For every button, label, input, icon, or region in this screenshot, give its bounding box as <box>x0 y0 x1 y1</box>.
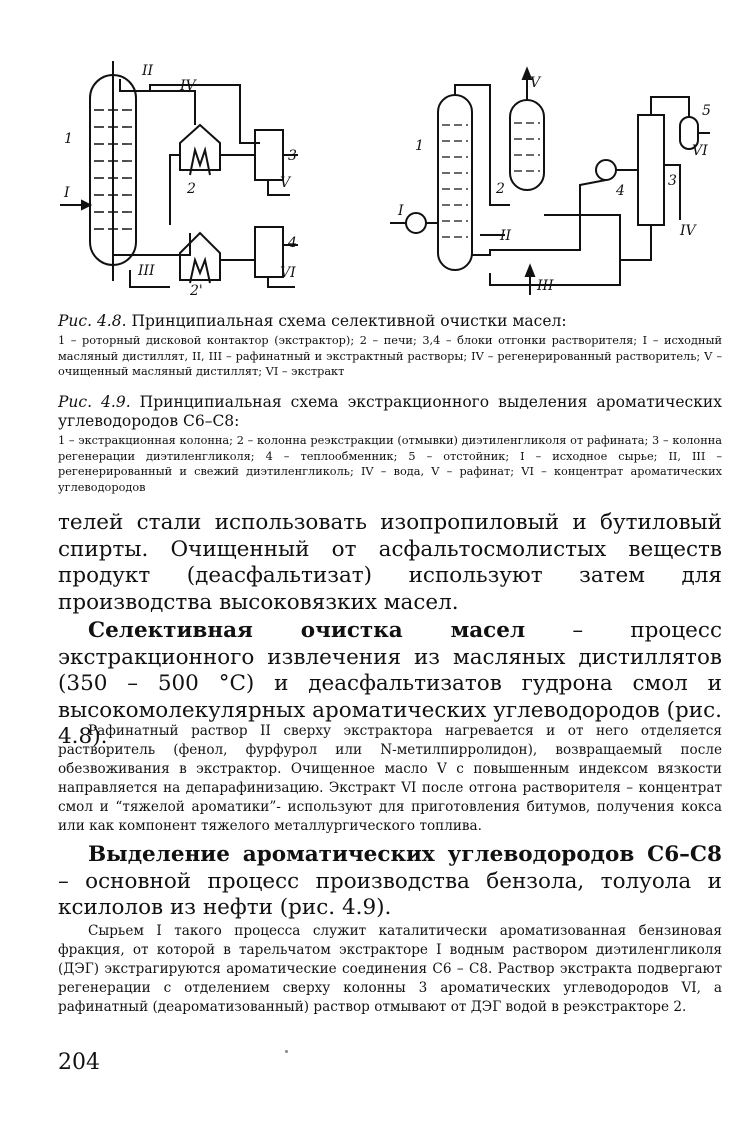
term-aromatic-extraction: Выделение ароматических углеводородов С6–С8 <box>88 842 722 867</box>
fig48-label: III <box>138 263 155 279</box>
paragraph-4 <box>58 842 722 922</box>
fig48-label: V <box>280 175 291 191</box>
fig49-label: III <box>537 278 554 294</box>
figure-4-8-diagram <box>50 55 350 299</box>
scan-speck <box>285 1050 288 1053</box>
paragraph-2-text: – процесс экстракционного извлечения из масляных дистиллятов (350 – 500 °С) и деасфальтизатов гудрона смол и высокомолекулярных ароматических углеводородов (рис. 4.8). <box>58 618 722 749</box>
extraction-column-1 <box>438 95 472 270</box>
fig48-label: 4 <box>288 235 297 251</box>
paragraph-1: телей стали использовать изопропиловый и бутиловый спирты. Очищенный от асфальтосмолистых веществ продукт (деасфальтизат) используют затем для производства высоковязких масел. <box>58 510 722 615</box>
fig49-label: II <box>500 228 512 244</box>
fig48-label: 2' <box>190 283 203 299</box>
fig49-label: 3 <box>668 173 677 189</box>
caption-4-8-title <box>58 312 722 331</box>
caption-label: Рис. 4.9. <box>58 393 131 411</box>
caption-label: Рис. 4.8. <box>58 312 127 330</box>
caption-4-9 <box>58 393 722 495</box>
caption-4-8-legend: 1 – роторный дисковой контактор (экстрактор); 2 – печи; 3,4 – блоки отгонки растворителя; I – исходный масляный дистиллят, II, III – рафинатный и экстрактный растворы; IV – регенерированный растворитель; V – очищенный масляный дистиллят; VI – экстракт <box>58 334 722 378</box>
fig49-label: 2 <box>496 181 505 197</box>
page-number: 204 <box>58 1050 100 1075</box>
fig49-label: VI <box>692 143 708 159</box>
paragraph-4-text: – основной процесс производства бензола, толуола и ксилолов из нефти (рис. 4.9). <box>58 868 722 920</box>
figure-4-9-diagram <box>380 55 710 295</box>
reextraction-column-2 <box>510 100 544 190</box>
fig49-label: 4 <box>616 183 625 199</box>
regeneration-column-3 <box>638 115 664 225</box>
heat-exchanger-4 <box>596 160 616 180</box>
caption-4-9-title <box>58 393 722 431</box>
fig48-label: 2 <box>187 181 196 197</box>
fig49-label: 1 <box>415 138 424 154</box>
fig48-label: II <box>142 63 154 79</box>
fig49-label: IV <box>680 223 696 239</box>
caption-text: Принципиальная схема экстракционного выделения ароматических углеводородов С6–С8: <box>58 393 722 430</box>
feed-pump <box>406 213 426 233</box>
fig48-label: 3 <box>288 148 297 164</box>
stripping-block-4 <box>255 227 283 277</box>
fig48-label: I <box>64 185 70 201</box>
fig49-label: V <box>530 75 541 91</box>
paragraph-3: Рафинатный раствор II сверху экстрактора нагревается и от него отделяется растворитель (фенол, фурфурол или N-метилпирролидон), возвращаемый после обезвоживания в экстрактор. Очищенное масло V с повышенным индексом вязкости направляется на депарафинизацию. Экстракт VI после отгона растворителя – концентрат смол и “тяжелой ароматики”- используют для приготовления битумов, получения кокса или как компонент тяжелого металлургического топлива. <box>58 723 722 834</box>
fig48-label: VI <box>280 265 296 281</box>
fig48-label: IV <box>180 78 196 94</box>
caption-4-8 <box>58 312 722 380</box>
fig49-label: 5 <box>702 103 711 119</box>
caption-text: Принципиальная схема селективной очистки масел: <box>126 312 567 330</box>
fig48-label: 1 <box>64 131 73 147</box>
paragraph-5: Сырьем I такого процесса служит каталитически ароматизованная бензиновая фракция, от которой в тарельчатом экстракторе I водным раствором диэтиленгликоля (ДЭГ) экстрагируются ароматические соединения С6 – С8. Раствор экстракта подвергают регенерации с отделением сверху колонны 3 ароматических углеводородов VI, а рафинатный (деароматизованный) раствор отмывают от ДЭГ водой в реэкстракторе 2. <box>58 923 722 1015</box>
fig49-label: I <box>398 203 404 219</box>
figures-row <box>50 55 710 305</box>
stripping-block-3 <box>255 130 283 180</box>
term-selective-cleaning: Селективная очистка масел <box>88 618 526 643</box>
caption-4-9-legend: 1 – экстракционная колонна; 2 – колонна реэкстракции (отмывки) диэтиленгликоля от рафината; 3 – колонна регенерации диэтиленгликоля; 4 – теплообменник; 5 – отстойник; I – исходное сырье; II, III – регенерированный и свежий диэтиленгликоль; IV – вода, V – рафинат; VI – концентрат ароматических углеводородов <box>58 434 722 494</box>
